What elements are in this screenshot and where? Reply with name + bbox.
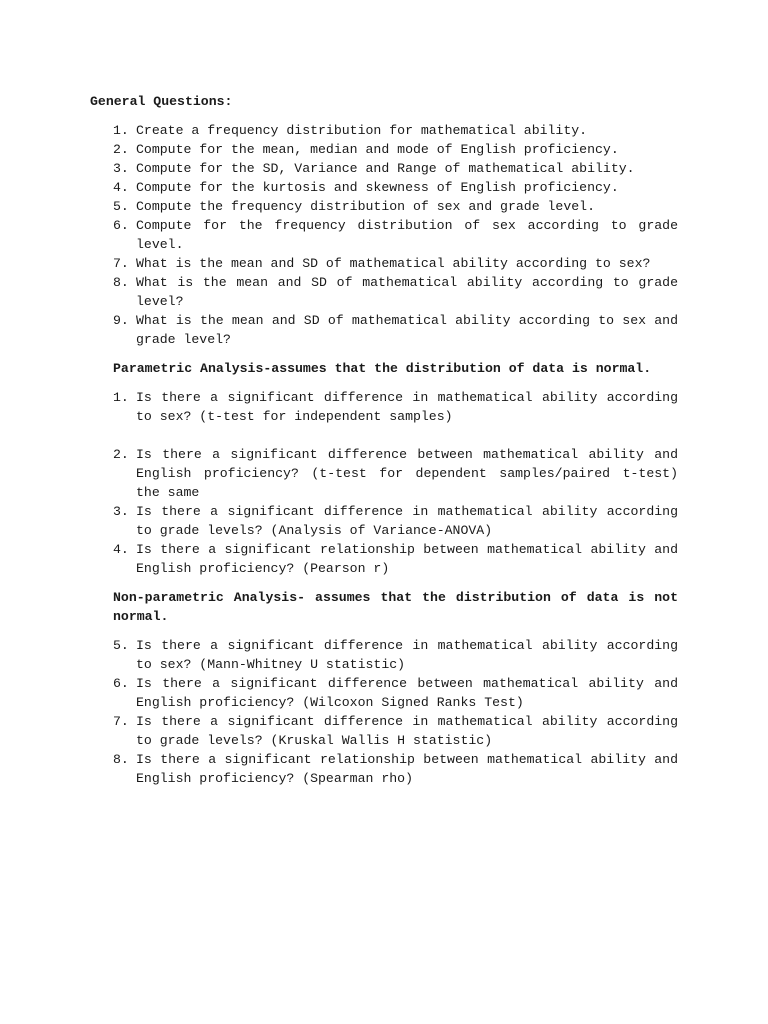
item-text: What is the mean and SD of mathematical ability according to sex?: [136, 256, 651, 271]
item-text: Is there a significant difference between mathematical ability and English proficiency? (t-test for dependent samples/paired t-test) the same: [136, 447, 678, 500]
list-item: [113, 197, 678, 216]
item-text: Compute for the frequency distribution of sex according to grade level.: [136, 218, 678, 252]
item-text: Compute for the mean, median and mode of English proficiency.: [136, 142, 619, 157]
list-item: [113, 540, 678, 578]
item-text: Is there a significant difference in mathematical ability according to sex? (Mann-Whitney U statistic): [136, 638, 678, 672]
item-text: Create a frequency distribution for mathematical ability.: [136, 123, 588, 138]
list-item: [113, 388, 678, 426]
list-item: [113, 750, 678, 788]
item-number: 6.: [113, 218, 129, 233]
item-number: 8.: [113, 752, 129, 767]
parametric-questions-list: [90, 388, 678, 578]
item-text: What is the mean and SD of mathematical ability according to grade level?: [136, 275, 678, 309]
item-text: Is there a significant relationship between mathematical ability and English proficiency? (Pearson r): [136, 542, 678, 576]
item-text: Compute the frequency distribution of sex and grade level.: [136, 199, 595, 214]
parametric-analysis-heading: Parametric Analysis-assumes that the distribution of data is normal.: [113, 361, 652, 376]
list-item: [113, 674, 678, 712]
item-number: 4.: [113, 542, 129, 557]
item-number: 3.: [113, 504, 129, 519]
item-number: 5.: [113, 638, 129, 653]
item-number: 3.: [113, 161, 129, 176]
item-text: Is there a significant relationship between mathematical ability and English proficiency? (Spearman rho): [136, 752, 678, 786]
item-number: 1.: [113, 390, 129, 405]
list-item: [113, 216, 678, 254]
item-number: 2.: [113, 447, 129, 462]
list-item: [113, 254, 678, 273]
list-item: [113, 159, 678, 178]
nonparametric-questions-list: [90, 636, 678, 788]
item-number: 1.: [113, 123, 129, 138]
item-number: 2.: [113, 142, 129, 157]
list-item: [113, 445, 678, 502]
item-text: What is the mean and SD of mathematical ability according to sex and grade level?: [136, 313, 678, 347]
list-item: [113, 273, 678, 311]
list-item: [113, 502, 678, 540]
item-number: 7.: [113, 714, 129, 729]
item-number: 5.: [113, 199, 129, 214]
item-text: Is there a significant difference in mathematical ability according to sex? (t-test for independent samples): [136, 390, 678, 424]
item-number: 6.: [113, 676, 129, 691]
item-number: 7.: [113, 256, 129, 271]
list-item: [113, 712, 678, 750]
general-questions-list: [90, 121, 678, 349]
item-text: Compute for the kurtosis and skewness of English proficiency.: [136, 180, 619, 195]
general-questions-heading: General Questions:: [90, 94, 233, 109]
document-page: [90, 92, 678, 788]
item-text: Is there a significant difference in mathematical ability according to grade levels? (Kruskal Wallis H statistic): [136, 714, 678, 748]
list-item: [113, 311, 678, 349]
nonparametric-analysis-heading: Non-parametric Analysis- assumes that the distribution of data is not normal.: [113, 590, 678, 624]
list-item: [113, 178, 678, 197]
item-text: Is there a significant difference between mathematical ability and English proficiency? (Wilcoxon Signed Ranks Test): [136, 676, 678, 710]
item-text: Compute for the SD, Variance and Range of mathematical ability.: [136, 161, 635, 176]
list-item: [113, 121, 678, 140]
list-item: [113, 140, 678, 159]
item-number: 8.: [113, 275, 129, 290]
item-number: 9.: [113, 313, 129, 328]
item-text: Is there a significant difference in mathematical ability according to grade levels? (Analysis of Variance-ANOVA): [136, 504, 678, 538]
item-number: 4.: [113, 180, 129, 195]
list-item: [113, 636, 678, 674]
